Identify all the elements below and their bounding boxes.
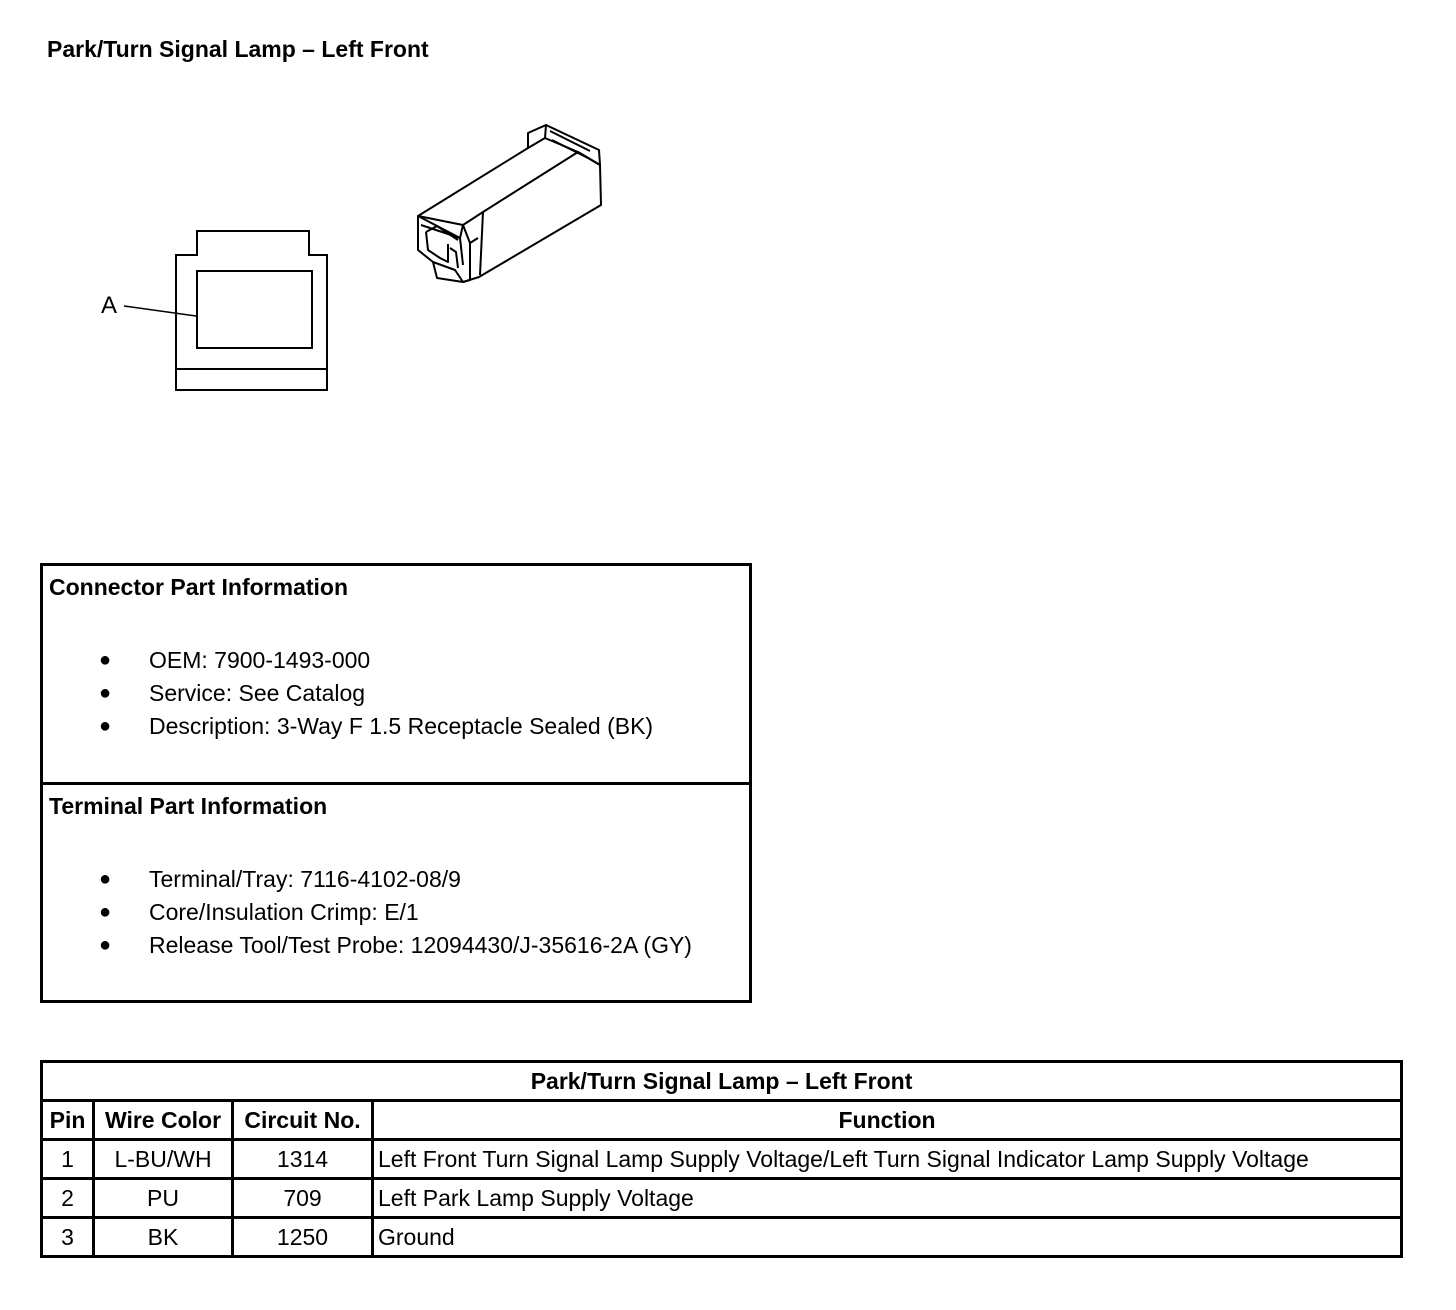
callout-label-a: A: [101, 292, 118, 319]
bullet-icon: ●: [99, 901, 112, 923]
column-header-pin: Pin: [42, 1101, 94, 1140]
function-cell: Left Front Turn Signal Lamp Supply Voltage/Left Turn Signal Indicator Lamp Supply Voltage: [373, 1140, 1402, 1179]
table-row: [42, 1218, 1402, 1257]
bullet-icon: ●: [99, 934, 112, 956]
pin-cell: 3: [42, 1218, 94, 1257]
table-header-row: [42, 1101, 1402, 1140]
bullet-icon: ●: [99, 715, 112, 737]
page-title: Park/Turn Signal Lamp – Left Front: [47, 36, 429, 62]
part-information-box: [40, 563, 752, 1003]
table-title: Park/Turn Signal Lamp – Left Front: [42, 1062, 1402, 1101]
circuit-no-cell: 709: [233, 1179, 373, 1218]
connector-isometric-view: [418, 125, 601, 282]
terminal-info-heading: Terminal Part Information: [49, 793, 328, 819]
connector-diagram: [0, 0, 700, 420]
circuit-no-cell: 1250: [233, 1218, 373, 1257]
column-header-circuit-no: Circuit No.: [233, 1101, 373, 1140]
table-title-row: [42, 1062, 1402, 1101]
function-cell: Left Park Lamp Supply Voltage: [373, 1179, 1402, 1218]
wire-color-cell: BK: [94, 1218, 233, 1257]
pin-function-table: [40, 1060, 1403, 1258]
bullet-icon: ●: [99, 682, 112, 704]
pin-cell: 1: [42, 1140, 94, 1179]
circuit-no-cell: 1314: [233, 1140, 373, 1179]
bullet-icon: ●: [99, 649, 112, 671]
function-cell: Ground: [373, 1218, 1402, 1257]
column-header-function: Function: [373, 1101, 1402, 1140]
pin-cell: 2: [42, 1179, 94, 1218]
connector-info-heading: Connector Part Information: [49, 574, 349, 600]
column-header-wire-color: Wire Color: [94, 1101, 233, 1140]
wire-color-cell: PU: [94, 1179, 233, 1218]
terminal-part-information: Terminal Part Information ● Terminal/Tray: 7116-4102-08/9 ● Core/Insulation Crimp: E/1 ● Release Tool/Test Probe: 12094430/J-35616-2A (GY): [43, 785, 749, 1000]
table-row: [42, 1140, 1402, 1179]
connector-face-view: [124, 231, 327, 390]
table-row: [42, 1179, 1402, 1218]
bullet-icon: ●: [99, 868, 112, 890]
connector-part-information: Connector Part Information ● OEM: 7900-1493-000 ● Service: See Catalog ● Description: 3-Way F 1.5 Receptacle Sealed (BK): [43, 566, 749, 785]
wire-color-cell: L-BU/WH: [94, 1140, 233, 1179]
